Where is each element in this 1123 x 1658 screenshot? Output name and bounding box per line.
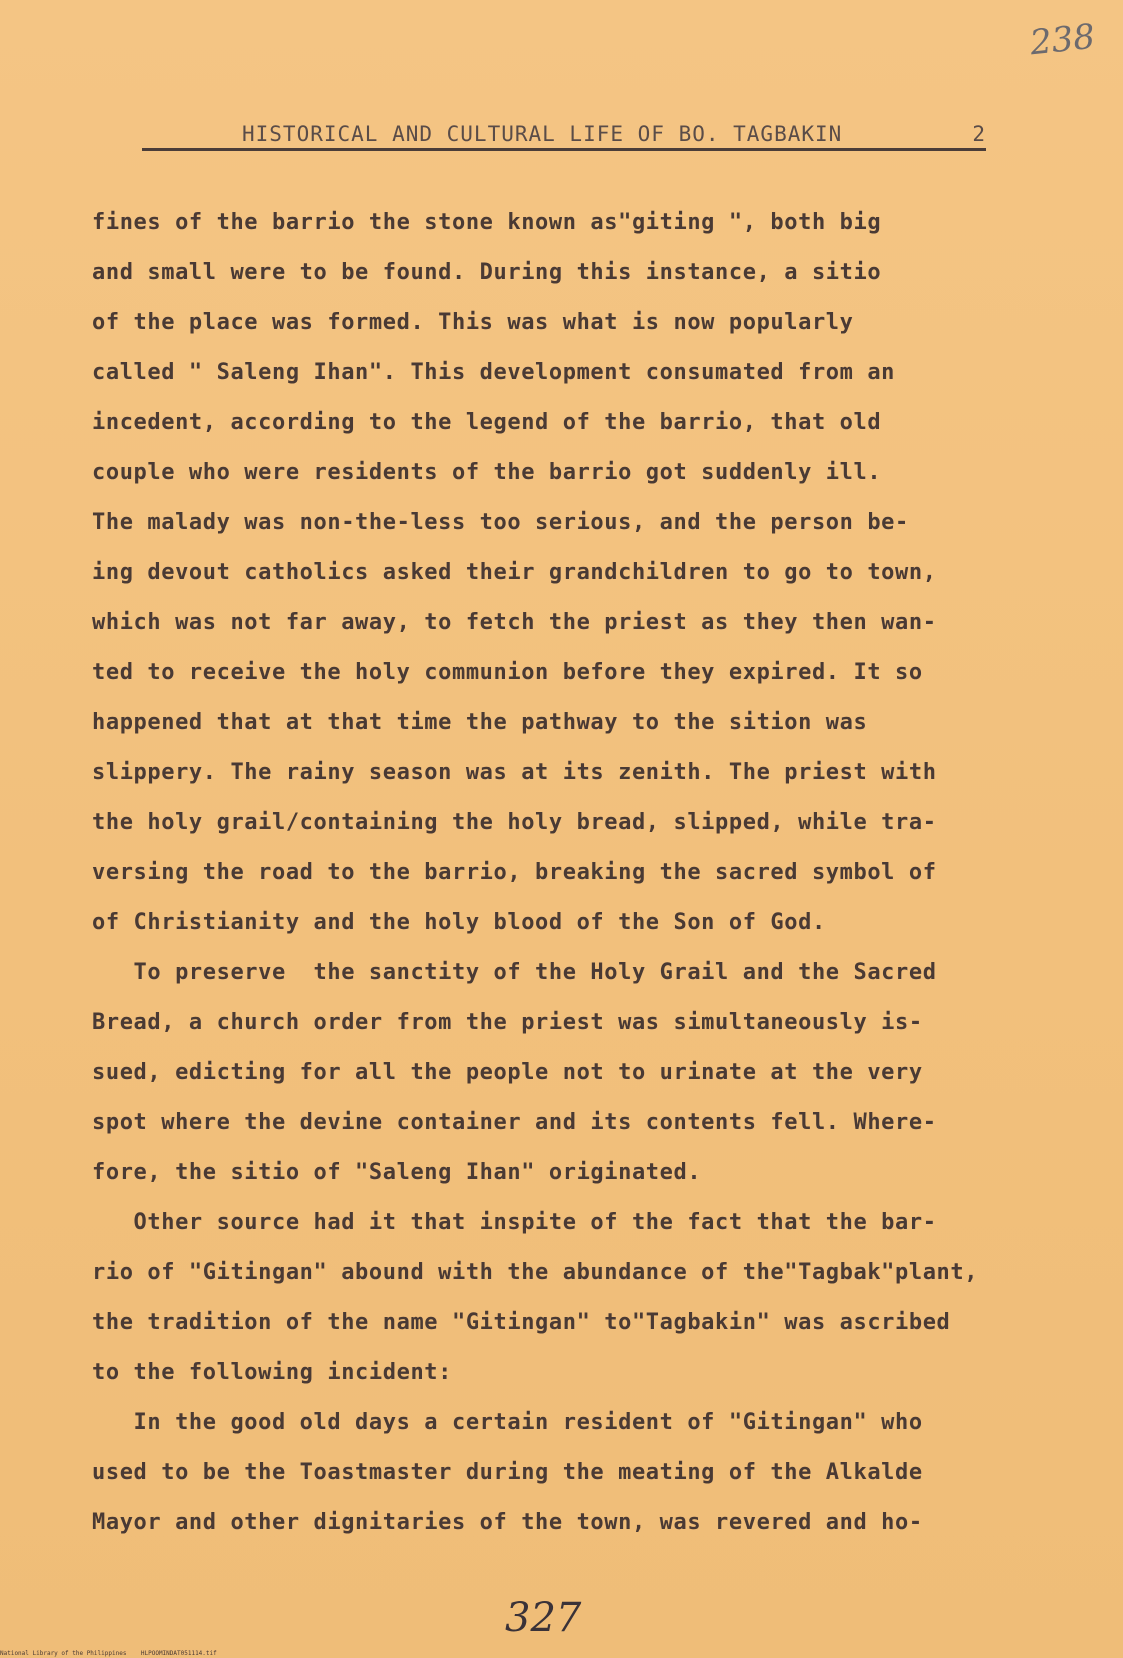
text-line: couple who were residents of the barrio got suddenly ill. [92, 460, 882, 485]
body-text [92, 198, 1022, 1548]
archive-footer: National Library of the Philippines HLPOOMINDAT051114.tif [0, 1650, 217, 1657]
text-line: and small were to be found. During this instance, a sitio [92, 260, 882, 285]
text-line: the holy grail/containing the holy bread, slipped, while tra- [92, 810, 937, 835]
text-line: to the following incident: [92, 1360, 452, 1385]
handwritten-folio-number: 327 [505, 1595, 582, 1641]
text-line: spot where the devine container and its contents fell. Where- [92, 1110, 937, 1135]
text-line: ted to receive the holy communion before they expired. It so [92, 660, 923, 685]
text-line: used to be the Toastmaster during the meating of the Alkalde [92, 1460, 923, 1485]
text-line: incedent, according to the legend of the barrio, that old [92, 410, 882, 435]
text-line: called " Saleng Ihan". This development consumated from an [92, 360, 896, 385]
text-line: slippery. The rainy season was at its zenith. The priest with [92, 760, 937, 785]
text-line: of the place was formed. This was what is now popularly [92, 310, 854, 335]
text-line: The malady was non-the-less too serious, and the person be- [92, 510, 909, 535]
text-line: happened that at that time the pathway to the sition was [92, 710, 868, 735]
text-line: rio of "Gitingan" abound with the abundance of the"Tagbak"plant, [92, 1260, 979, 1285]
handwritten-page-number: 238 [1028, 16, 1097, 64]
text-line: ing devout catholics asked their grandchildren to go to town, [92, 560, 937, 585]
text-line: of Christianity and the holy blood of the Son of God. [92, 910, 826, 935]
text-line: fines of the barrio the stone known as"giting ", both big [92, 210, 882, 235]
text-line: To preserve the sanctity of the Holy Grail and the Sacred [92, 960, 937, 985]
text-line: Other source had it that inspite of the fact that the bar- [92, 1210, 937, 1235]
text-line: fore, the sitio of "Saleng Ihan" originated. [92, 1160, 702, 1185]
text-line: Bread, a church order from the priest was simultaneously is- [92, 1010, 923, 1035]
header-title: HISTORICAL AND CULTURAL LIFE OF BO. TAGBAKIN [242, 122, 843, 146]
text-line: versing the road to the barrio, breaking the sacred symbol of [92, 860, 937, 885]
text-line: the tradition of the name "Gitingan" to"Tagbakin" was ascribed [92, 1310, 951, 1335]
page-header [142, 122, 986, 151]
text-line: In the good old days a certain resident of "Gitingan" who [92, 1410, 923, 1435]
header-page-number: 2 [972, 122, 986, 146]
text-line: sued, edicting for all the people not to urinate at the very [92, 1060, 923, 1085]
text-line: which was not far away, to fetch the priest as they then wan- [92, 610, 937, 635]
text-line: Mayor and other dignitaries of the town, was revered and ho- [92, 1510, 923, 1535]
